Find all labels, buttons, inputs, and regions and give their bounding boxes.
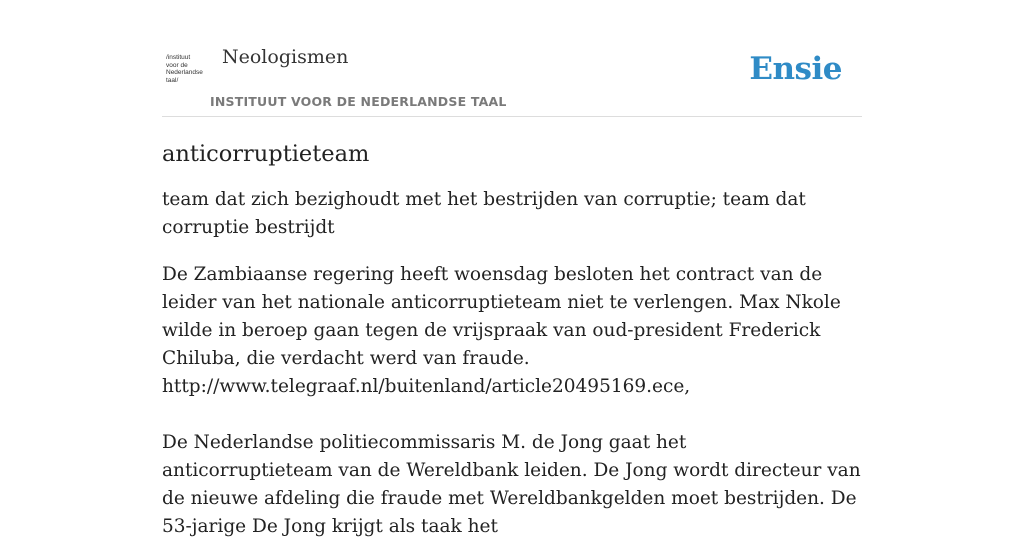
headword: anticorruptieteam bbox=[162, 141, 370, 167]
brand-logo[interactable]: Ensie bbox=[749, 51, 842, 87]
entry-content bbox=[162, 136, 862, 541]
example-quotes bbox=[162, 261, 862, 541]
quote-separator bbox=[162, 401, 862, 429]
example-quote: De Nederlandse politiecommissaris M. de Jong gaat het anticorruptieteam van de Wereldbank leiden. De Jong wordt directeur van de nieuwe afdeling die fraude met Wereldbankgelden moet bestrijden. De 53-jarige De Jong krijgt als taak het bbox=[162, 432, 861, 537]
logo-line: Nederlandse bbox=[166, 69, 203, 76]
example-quote: De Zambiaanse regering heeft woensdag besloten het contract van de leider van het nationale anticorruptieteam niet te verlengen. Max Nkole wilde in beroep gaan tegen de vrijspraak van oud-president Frederick Chiluba, die verdacht werd van fraude. bbox=[162, 264, 841, 369]
institute-logo[interactable] bbox=[166, 54, 208, 90]
logo-line: voor de bbox=[166, 61, 188, 69]
institute-name: INSTITUUT VOOR DE NEDERLANDSE TAAL bbox=[210, 94, 507, 109]
logo-line: /instituut bbox=[166, 54, 191, 61]
logo-line: taal/ bbox=[166, 76, 179, 84]
site-title[interactable]: Neologismen bbox=[222, 46, 349, 68]
header bbox=[162, 40, 862, 117]
definition: team dat zich bezighoudt met het bestrijden van corruptie; team dat corruptie bestrijdt bbox=[162, 189, 806, 238]
quote-source: http://www.telegraaf.nl/buitenland/article20495169.ece, bbox=[162, 376, 691, 397]
